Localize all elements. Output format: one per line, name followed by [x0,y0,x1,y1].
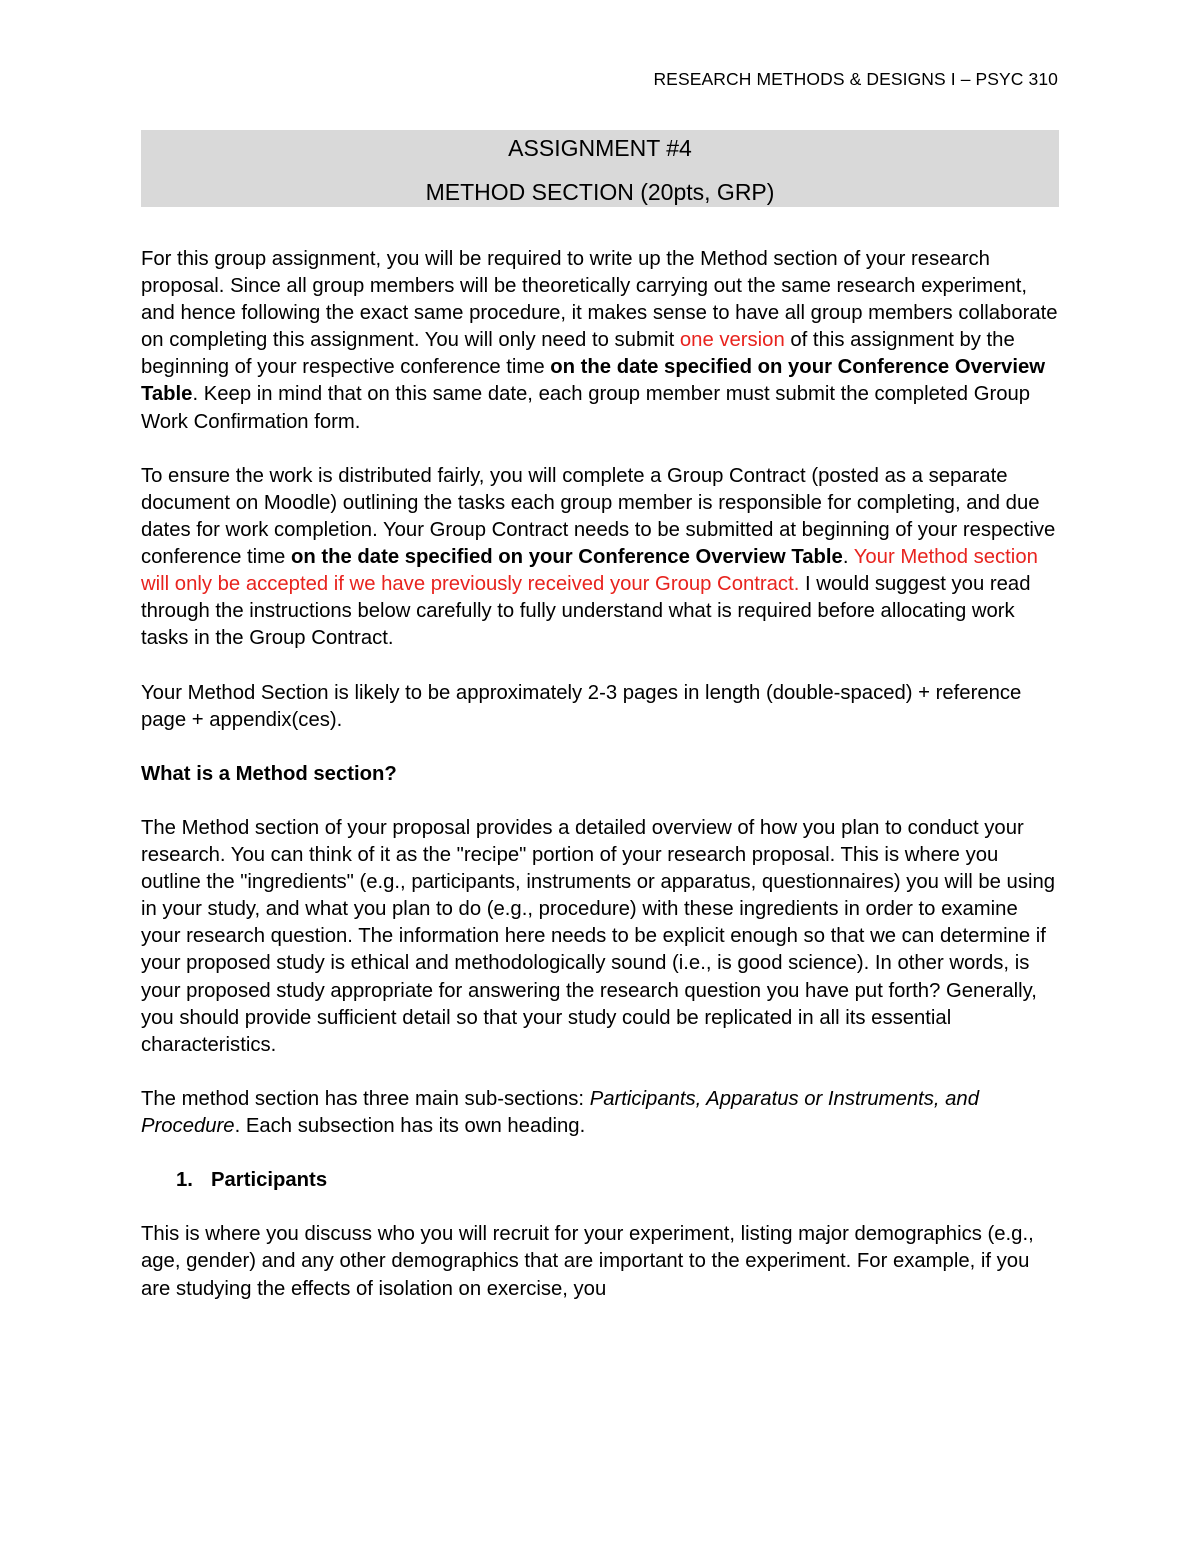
paragraph-method-overview: The Method section of your proposal provides a detailed overview of how you plan to conduct your research. You can think of it as the "recipe" portion of your research proposal. This is where you outline the "ingredients" (e.g., participants, instruments or apparatus, questionnaires) you will be using in your study, and what you plan to do (e.g., procedure) with these ingredients in order to examine your research question. The information here needs to be explicit enough so that we can determine if your proposed study is ethical and methodologically sound (i.e., is good science). In other words, is your proposed study appropriate for answering the research question you have put forth? Generally, you should provide sufficient detail so that your study could be replicated in all its essential characteristics. [141,816,1056,1056]
text-run: of this assignment by the beginning of your respective conference time [141,329,1015,379]
paragraph-subsections [141,1086,1061,1140]
assignment-title: ASSIGNMENT #4 [508,135,692,161]
highlight-text: Your Method section will only be accepted if we have previously received your Group Contract. [141,546,1038,596]
text-run: . [842,546,854,569]
list-item-participants [141,1167,1061,1194]
text-run: . Keep in mind that on this same date, each group member must submit the completed Group Work Confirmation form. [141,383,1031,433]
assignment-subtitle: METHOD SECTION (20pts, GRP) [425,179,775,205]
paragraph-length: Your Method Section is likely to be approximately 2-3 pages in length (double-spaced) + reference page + appendix(ces). [141,681,1022,731]
highlight-text: one version [679,329,785,352]
italic-text: Participants, Apparatus or Instruments, and Procedure [141,1087,979,1137]
text-run: For this group assignment, you will be required to write up the Method section of your research proposal. Since all group members will be theoretically carrying out the same research experiment, and hence following the exact same procedure, it makes sense to have all group members collaborate on completing this assignment. You will only need to submit [141,248,1058,352]
document-body [141,246,1061,1330]
text-run: The method section has three main sub-sections: [141,1087,590,1110]
section-heading: What is a Method section? [141,762,397,785]
text-run: To ensure the work is distributed fairly, you will complete a Group Contract (posted as a separate document on Moodle) outlining the tasks each group member is responsible for completing, and due dates for work completion. Your Group Contract needs to be submitted at beginning of your respective conference time [141,464,1056,569]
emphasis-text: on the date specified on your Conference Overview Table [290,546,843,569]
paragraph-participants: This is where you discuss who you will recruit for your experiment, listing major demographics (e.g., age, gender) and any other demographics that are important to the experiment. For example, if you are studying the effects of isolation on exercise, you [141,1223,1034,1300]
text-run: . Each subsection has its own heading. [234,1115,586,1137]
list-number: 1. [176,1169,193,1192]
running-header: RESEARCH METHODS & DESIGNS I – PSYC 310 [653,69,1058,89]
text-run: I would suggest you read through the instructions below carefully to fully understand what is required before allocating work tasks in the Group Contract. [141,573,1031,650]
list-label: Participants [211,1169,328,1192]
emphasis-text: on the date specified on your Conference Overview Table [141,356,1046,406]
paragraph-group-contract [141,463,1061,653]
paragraph-intro [141,246,1061,436]
